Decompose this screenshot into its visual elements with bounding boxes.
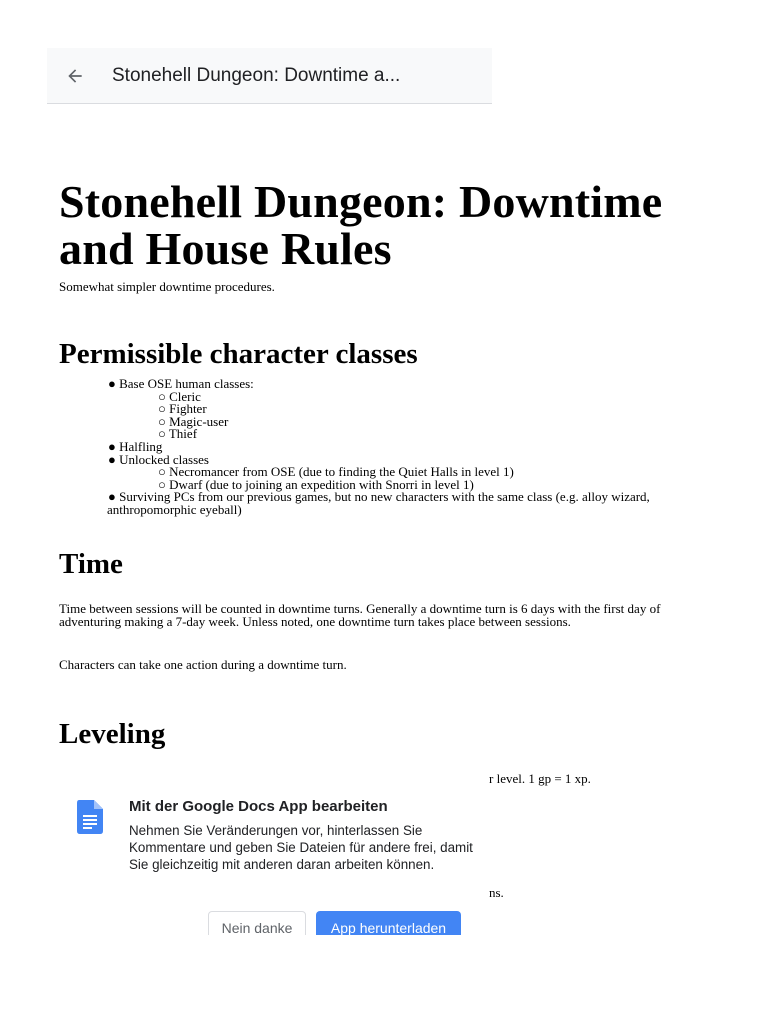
back-button[interactable] (47, 48, 103, 104)
section-heading-time: Time (59, 548, 123, 580)
time-paragraph: Time between sessions will be counted in downtime turns. Generally a downtime turn is 6 days with the first day of adventuring making a 7-day week. Unless noted, one downtime turn takes place between sessions. (59, 601, 661, 629)
time-paragraph: Characters can take one action during a downtime turn. (59, 657, 347, 672)
document-subtitle: Somewhat simpler downtime procedures. (59, 279, 275, 294)
list-item: ● Surviving PCs from our previous games, but no new characters with the same class (e.g. alloy wizard, (108, 489, 650, 505)
list-item: ○ Thief (158, 426, 198, 442)
list-item: ● Unlocked classes (108, 451, 209, 467)
app-install-popup (58, 785, 480, 935)
list-item: ○ Necromancer from OSE (due to finding the Quiet Halls in level 1) (158, 464, 514, 480)
popup-message: Nehmen Sie Veränderungen vor, hinterlassen Sie Kommentare und geben Sie Dateien für andere frei, damit Sie gleichzeitig mit anderen daran arbeiten können. (129, 823, 473, 872)
list-item: ○ Cleric (158, 388, 201, 404)
list-item: ○ Magic-user (158, 413, 229, 429)
document-title: Stonehell Dungeon: Downtime and House Rules (59, 176, 663, 274)
google-docs-icon (77, 800, 103, 834)
section-heading-leveling: Leveling (59, 718, 166, 750)
list-item-continuation: anthropomorphic eyeball) (107, 501, 242, 517)
arrow-back-icon (65, 66, 85, 86)
list-item: ● Base OSE human classes: (108, 376, 254, 391)
section-heading-classes: Permissible character classes (59, 338, 418, 370)
partial-text: r level. 1 gp = 1 xp. (489, 771, 591, 786)
list-item: ● Halfling (108, 438, 163, 454)
app-toolbar (47, 48, 492, 104)
document-title-bar: Stonehell Dungeon: Downtime a... (112, 64, 401, 86)
download-app-button[interactable]: App herunterladen (316, 911, 461, 935)
partial-text: ns. (489, 885, 504, 900)
list-item: ○ Fighter (158, 401, 207, 417)
decline-button[interactable]: Nein danke (208, 911, 306, 935)
class-list (108, 378, 708, 517)
popup-heading: Mit der Google Docs App bearbeiten (129, 798, 388, 815)
list-item: ○ Dwarf (due to joining an expedition with Snorri in level 1) (158, 476, 474, 492)
